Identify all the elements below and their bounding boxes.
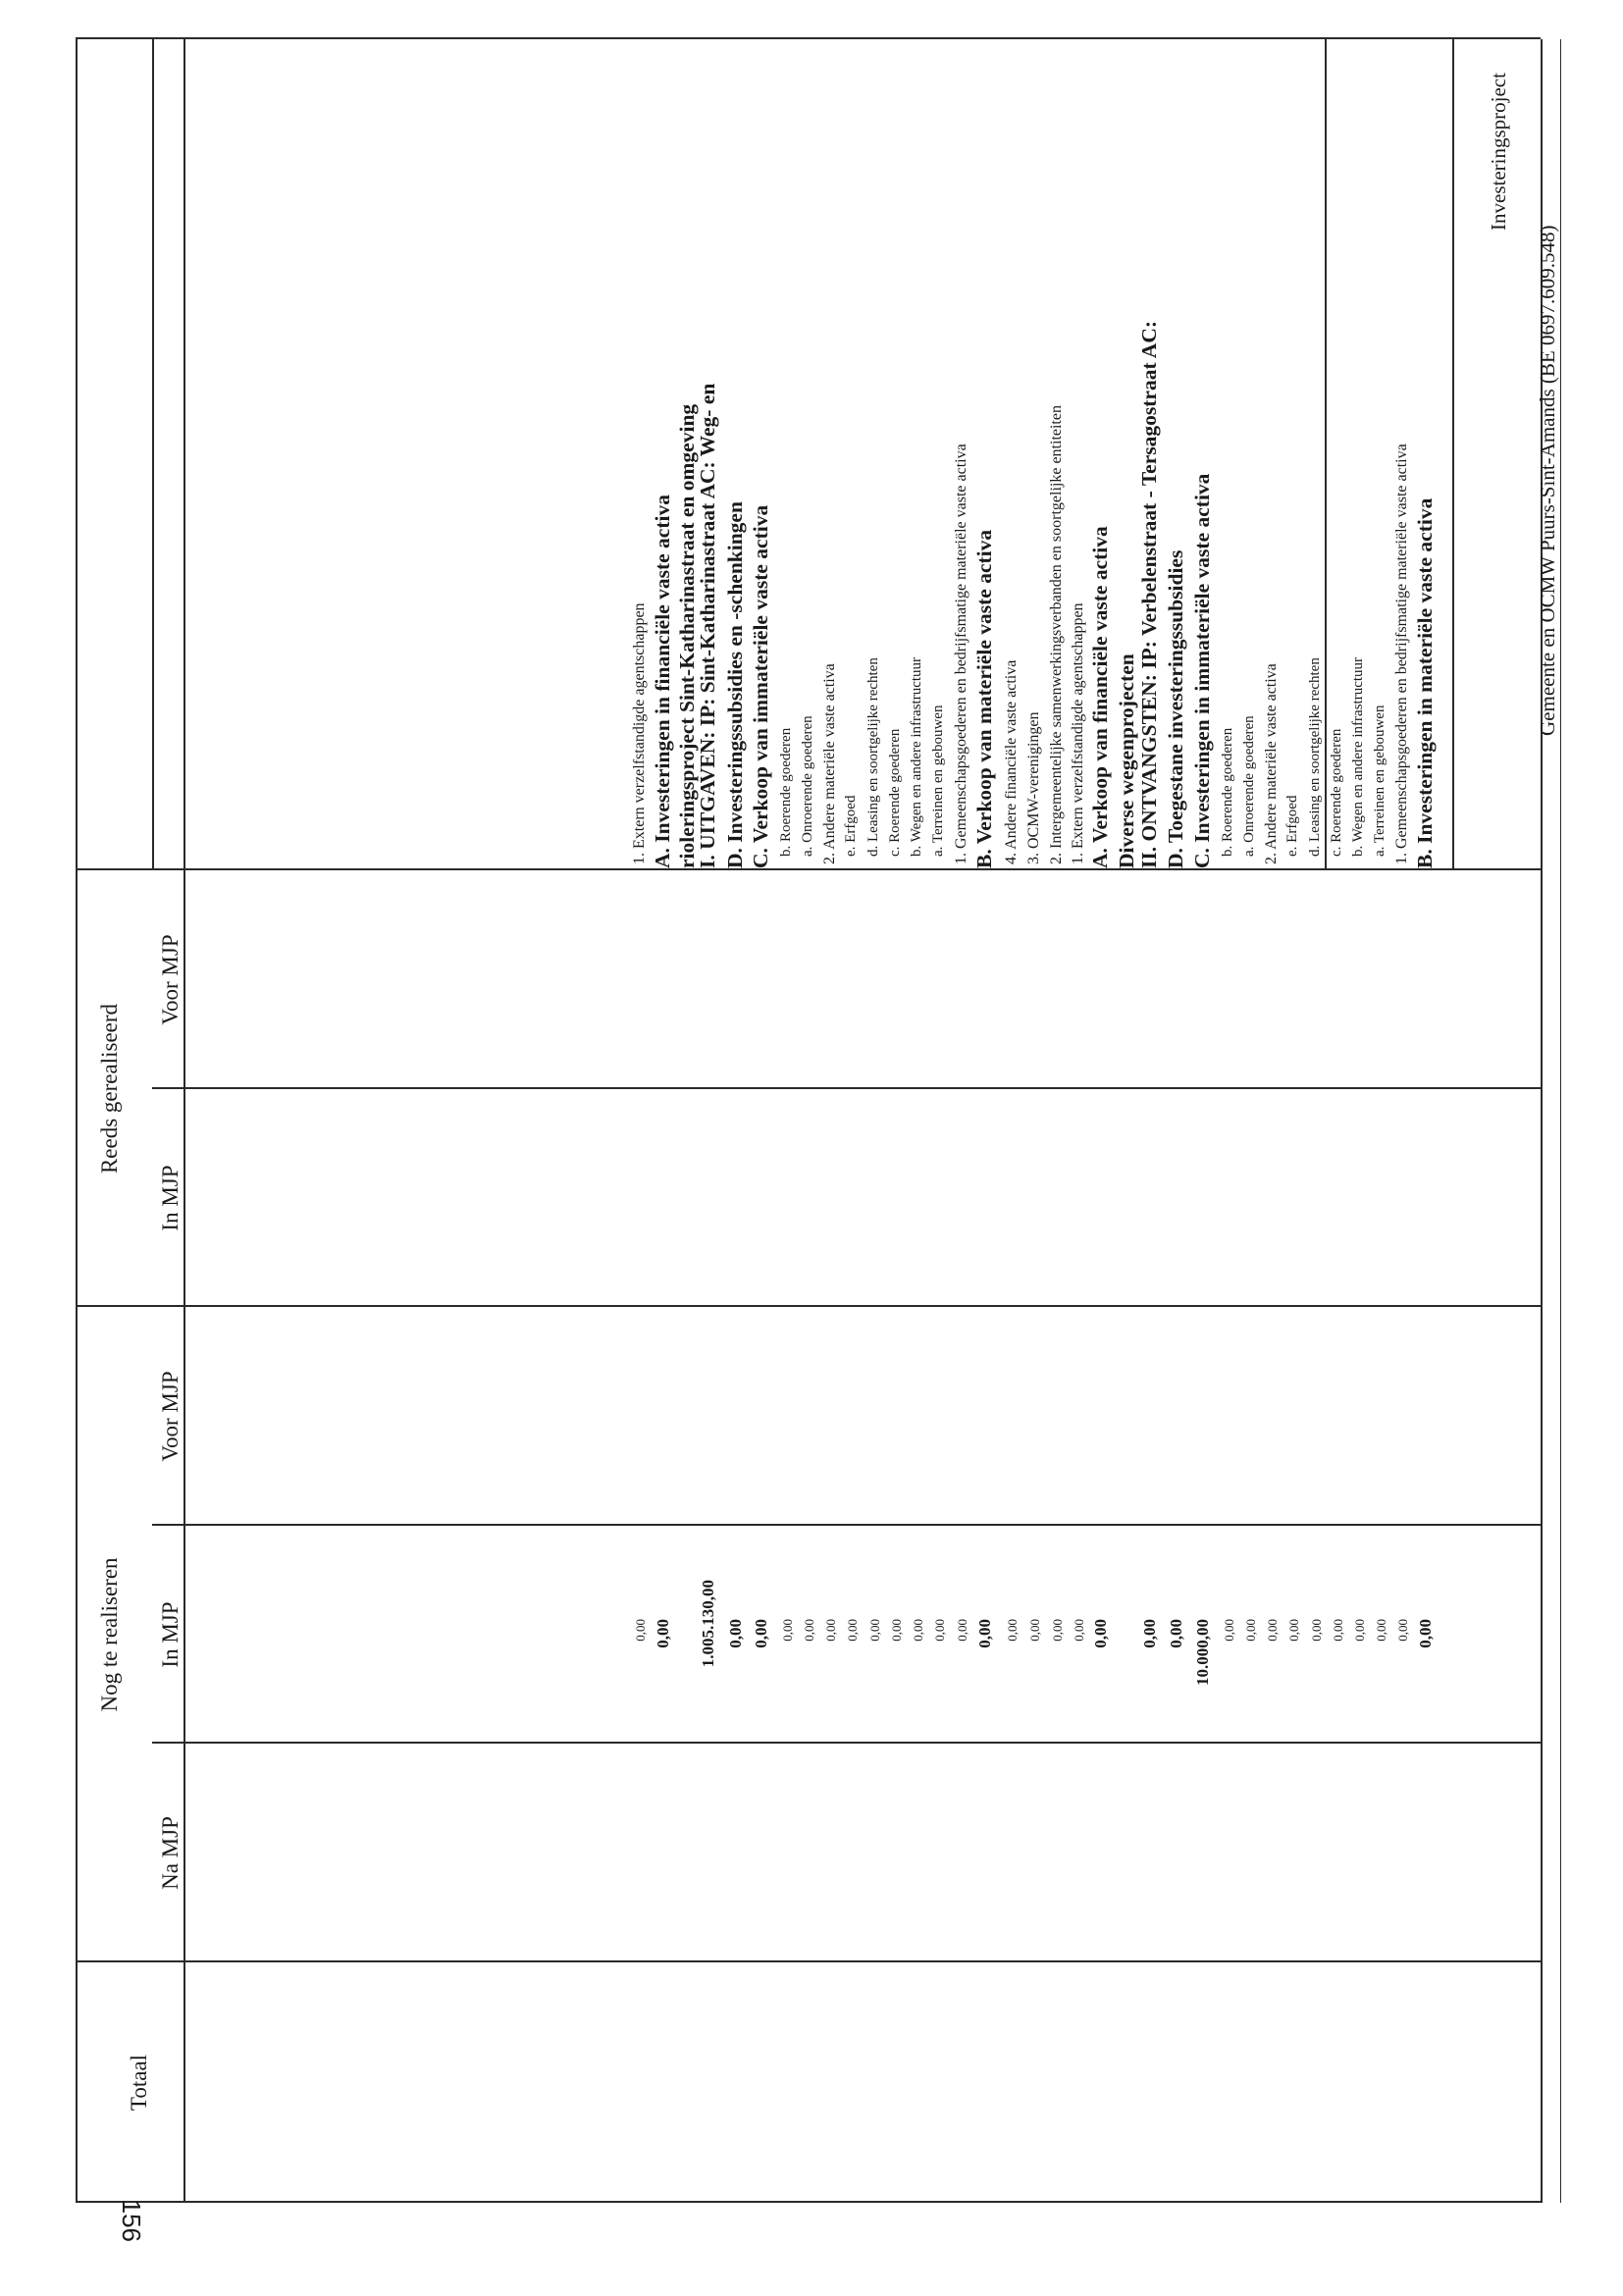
row-value-in-mjp: 1.005.130,00	[699, 1580, 717, 1668]
row-value-in-mjp: 0,00	[1091, 1619, 1110, 1648]
row-value-in-mjp: 0,00	[1286, 1619, 1301, 1642]
row-value-in-mjp: 10.000,00	[1193, 1619, 1212, 1686]
row-label: C. Verkoop van immateriële vaste activa	[749, 504, 772, 868]
row-value-in-mjp: 0,00	[1005, 1619, 1020, 1642]
row-label: 1. Gemeenschapsgoederen en bedrijfsmatige materiële vaste activa	[1393, 444, 1410, 864]
row-value-in-mjp: 0,00	[1416, 1619, 1435, 1648]
row-label: 1. Gemeenschapsgoederen en bedrijfsmatige materiële vaste activa	[953, 444, 969, 864]
row-label: a. Terreinen en gebouwen	[930, 704, 946, 857]
row-label: D. Toegestane investeringssubsidies	[1164, 549, 1187, 868]
row-value-in-mjp: 0,00	[1331, 1619, 1345, 1642]
row-label: d. Leasing en soortgelijke rechten	[865, 657, 881, 857]
row-label: c. Roerende goederen	[1329, 728, 1344, 857]
row-value-in-mjp: 0,00	[1050, 1619, 1065, 1642]
row-label: d. Leasing en soortgelijke rechten	[1307, 657, 1323, 857]
footer-organisation: Gemeente en OCMW Puurs-Sint-Amands (BE 0697.609.548)	[1536, 225, 1559, 736]
row-label: 2. Intergemeentelijke samenwerkingsverbanden en soortgelijke entiteiten	[1048, 405, 1065, 864]
row-value-in-mjp: 0,00	[1140, 1619, 1159, 1648]
row-value-in-mjp: 0,00	[1265, 1619, 1280, 1642]
row-label: 4. Andere financiële vaste activa	[1003, 659, 1020, 864]
row-label: b. Wegen en andere infrastructuur	[1350, 656, 1366, 857]
row-value-in-mjp: 0,00	[1072, 1619, 1086, 1642]
header-in-mjp-2: In MJP	[158, 1601, 183, 1668]
row-label: B. Verkoop van materiële vaste activa	[972, 529, 996, 868]
row-label: II. ONTVANGSTEN: IP: Verbelenstraat - Tersagostraat AC:	[1137, 320, 1161, 868]
row-label: Diverse wegenprojecten	[1115, 653, 1138, 868]
row-value-in-mjp: 0,00	[654, 1619, 672, 1648]
row-value-in-mjp: 0,00	[823, 1619, 838, 1642]
row-label: 2. Andere materiële vaste activa	[821, 663, 838, 864]
row-label: a. Onroerende goederen	[800, 715, 815, 857]
row-label: D. Investeringssubsidies en -schenkingen	[723, 501, 747, 868]
row-label: a. Onroerende goederen	[1241, 715, 1257, 857]
row-label: 3. OCMW-verenigingen	[1025, 711, 1042, 864]
row-value-in-mjp: 0,00	[955, 1619, 969, 1642]
row-label: b. Roerende goederen	[778, 727, 794, 857]
row-value-in-mjp: 0,00	[633, 1619, 648, 1642]
header-in-mjp-1: In MJP	[158, 1165, 183, 1231]
footer-project-type: Investeringsproject	[1487, 73, 1510, 231]
row-label: A. Investeringen in financiële vaste activa	[651, 495, 674, 868]
row-label: 1. Extern verzelfstandigde agentschappen	[631, 602, 648, 864]
row-value-in-mjp: 0,00	[1309, 1619, 1324, 1642]
row-value-in-mjp: 0,00	[726, 1619, 745, 1648]
row-value-in-mjp: 0,00	[1395, 1619, 1410, 1642]
header-na-mjp: Na MJP	[158, 1816, 183, 1890]
row-value-in-mjp: 0,00	[911, 1619, 925, 1642]
row-label: C. Investeringen in immateriële vaste activa	[1190, 473, 1214, 868]
row-label: 2. Andere materiële vaste activa	[1263, 663, 1280, 864]
row-label: a. Terreinen en gebouwen	[1372, 704, 1387, 857]
header-reeds-gerealiseerd: Reeds gerealiseerd	[97, 1003, 122, 1174]
header-totaal: Totaal	[127, 2054, 151, 2112]
row-value-in-mjp: 0,00	[889, 1619, 904, 1642]
row-label: 1. Extern verzelfstandigde agentschappen	[1070, 602, 1086, 864]
row-value-in-mjp: 0,00	[1222, 1619, 1236, 1642]
row-value-in-mjp: 0,00	[802, 1619, 816, 1642]
row-value-in-mjp: 0,00	[1374, 1619, 1388, 1642]
row-label: e. Erfgoed	[1284, 795, 1300, 857]
row-value-in-mjp: 0,00	[867, 1619, 882, 1642]
row-label: I. UITGAVEN: IP: Sint-Katharinastraat AC: Weg- en	[696, 383, 719, 868]
row-value-in-mjp: 0,00	[1027, 1619, 1042, 1642]
row-label: e. Erfgoed	[843, 795, 859, 857]
row-value-in-mjp: 0,00	[1243, 1619, 1258, 1642]
row-label: rioleringsproject Sint-Katharinastraat en omgeving	[675, 403, 699, 868]
row-value-in-mjp: 0,00	[752, 1619, 770, 1648]
row-label: b. Wegen en andere infrastructuur	[909, 656, 924, 857]
row-label: B. Investeringen in materiële vaste activa	[1413, 497, 1437, 868]
row-value-in-mjp: 0,00	[1167, 1619, 1185, 1648]
row-value-in-mjp: 0,00	[975, 1619, 994, 1648]
row-value-in-mjp: 0,00	[845, 1619, 860, 1642]
row-value-in-mjp: 0,00	[932, 1619, 947, 1642]
row-label: b. Roerende goederen	[1220, 727, 1235, 857]
row-label: A. Verkoop van financiële vaste activa	[1088, 526, 1112, 868]
row-label: c. Roerende goederen	[887, 728, 903, 857]
row-value-in-mjp: 0,00	[1352, 1619, 1367, 1642]
header-voor-mjp-1: Voor MJP	[158, 934, 183, 1025]
header-nog-te-realiseren: Nog te realiseren	[97, 1557, 122, 1712]
page-number: 156	[117, 2199, 146, 2242]
row-value-in-mjp: 0,00	[780, 1619, 795, 1642]
header-voor-mjp-2: Voor MJP	[158, 1371, 183, 1462]
